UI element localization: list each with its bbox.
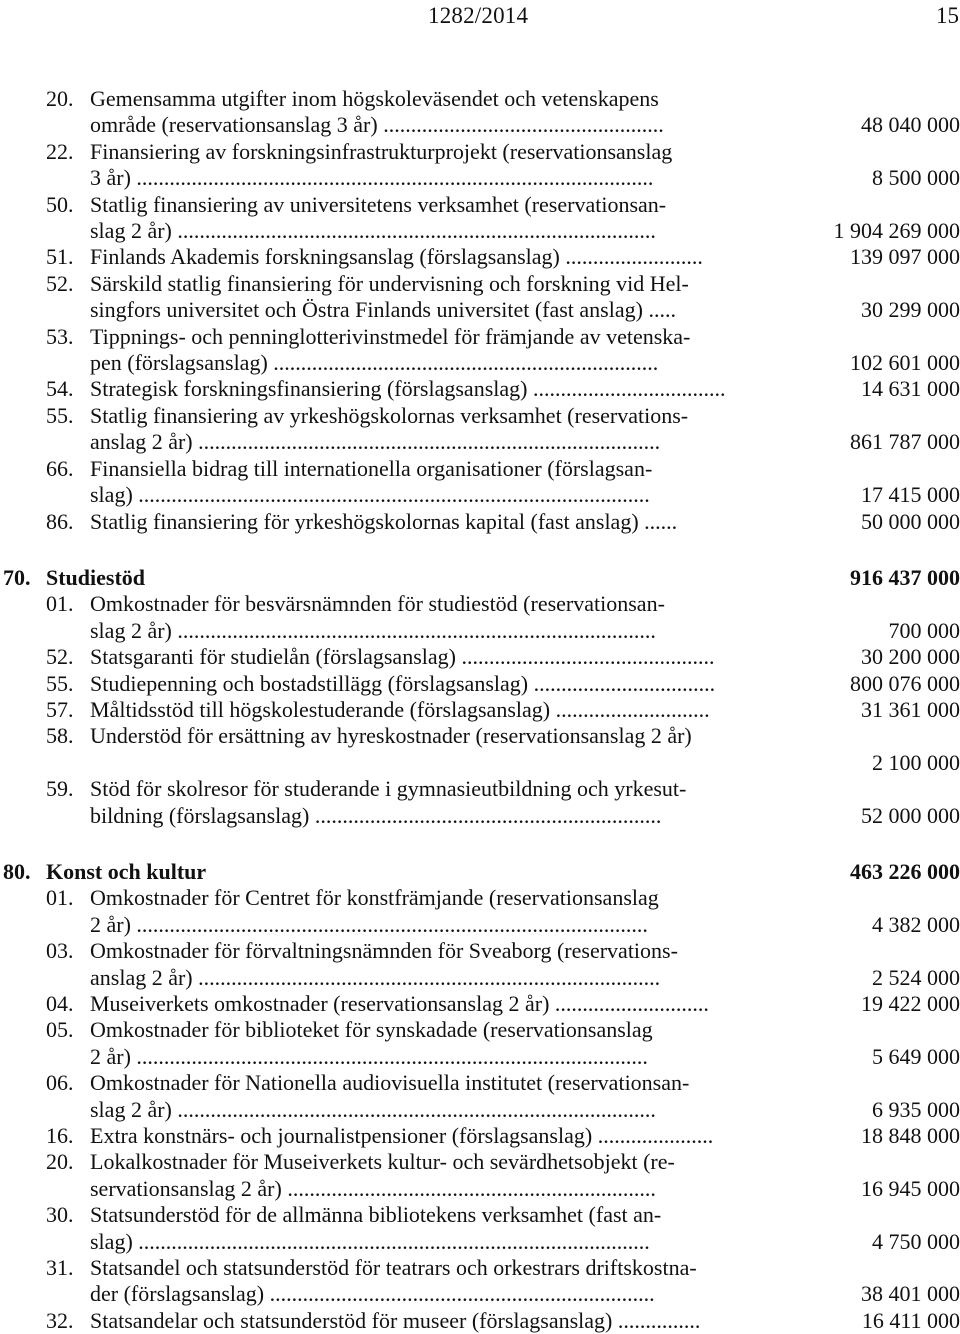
item-description-line: Extra konstnärs- och journalistpensioner (förslagsanslag) ..................... [90,1123,762,1149]
budget-item [0,1308,960,1334]
item-description-line: Finlands Akademis forskningsanslag (förslagsanslag) ......................... [90,244,762,270]
item-description-line: Statlig finansiering av universitetens verksamhet (reservationsan- [90,192,762,218]
item-number: 50. [46,192,74,218]
item-description [90,885,762,938]
item-description-line: 2 år) ............................................................................................. [90,1044,762,1070]
item-description [90,697,762,723]
item-description-line: Finansiering av forskningsinfrastrukturprojekt (reservationsanslag [90,139,762,165]
item-number: 53. [46,324,74,350]
item-description-line: Statsunderstöd för de allmänna bibliotekens verksamhet (fast an- [90,1202,762,1228]
item-number: 22. [46,139,74,165]
item-description-line: Omkostnader för besvärsnämnden för studiestöd (reservationsan- [90,591,762,617]
item-number: 01. [46,885,74,911]
section-title: Konst och kultur [46,859,960,885]
item-description-line: slag 2 år) ....................................................................................... [90,1097,762,1123]
item-number: 58. [46,723,74,749]
item-number: 04. [46,991,74,1017]
item-description [90,1308,762,1334]
item-description-line: slag) ............................................................................................. [90,1229,762,1255]
item-amount: 1 904 269 000 [834,218,960,244]
item-description [90,509,762,535]
item-amount: 16 411 000 [862,1308,960,1334]
item-number: 32. [46,1308,74,1334]
budget-item [0,991,960,1017]
item-description [90,723,762,776]
item-description [90,671,762,697]
item-description [90,644,762,670]
budget-item [0,244,960,270]
budget-item [0,509,960,535]
item-number: 20. [46,1149,74,1175]
item-description [90,1123,762,1149]
budget-item [0,938,960,991]
budget-item [0,885,960,938]
item-description [90,1070,762,1123]
item-amount: 50 000 000 [861,509,960,535]
item-amount: 16 945 000 [861,1176,960,1202]
budget-item [0,776,960,829]
item-description-line: servationsanslag 2 år) ................................................................... [90,1176,762,1202]
section-amount: 916 437 000 [850,565,960,591]
item-number: 06. [46,1070,74,1096]
item-amount: 18 848 000 [861,1123,960,1149]
page-number: 15 [936,3,959,29]
item-description-line: område (reservationsanslag 3 år) ................................................... [90,112,762,138]
item-amount: 14 631 000 [861,376,960,402]
item-description-line: pen (förslagsanslag) ...................................................................... [90,350,762,376]
item-description-line: Måltidsstöd till högskolestuderande (förslagsanslag) ............................ [90,697,762,723]
section-number: 70. [3,565,31,591]
budget-item [0,192,960,245]
budget-item [0,1123,960,1149]
item-amount: 2 100 000 [872,750,960,776]
item-description-line: Stöd för skolresor för studerande i gymnasieutbildning och yrkesut- [90,776,762,802]
item-amount: 17 415 000 [861,482,960,508]
item-description [90,1202,762,1255]
item-amount: 5 649 000 [872,1044,960,1070]
item-description [90,991,762,1017]
item-number: 57. [46,697,74,723]
item-description-line: slag 2 år) ....................................................................................... [90,618,762,644]
item-description-line: Understöd för ersättning av hyreskostnader (reservationsanslag 2 år) [90,723,762,749]
item-description-line: Studiepenning och bostadstillägg (förslagsanslag) ................................. [90,671,762,697]
item-description [90,86,762,139]
budget-item [0,644,960,670]
item-description [90,324,762,377]
item-number: 55. [46,671,74,697]
item-description [90,591,762,644]
item-description [90,938,762,991]
item-description-line: Museiverkets omkostnader (reservationsanslag 2 år) ............................ [90,991,762,1017]
item-amount: 19 422 000 [861,991,960,1017]
item-description-line: anslag 2 år) .................................................................................... [90,429,762,455]
section-heading [0,565,960,591]
item-number: 86. [46,509,74,535]
item-description [90,456,762,509]
item-number: 05. [46,1017,74,1043]
item-number: 20. [46,86,74,112]
budget-item [0,86,960,139]
item-description-line: Statsandel och statsunderstöd för teatrars och orkestrars driftskostna- [90,1255,762,1281]
budget-item [0,697,960,723]
budget-item [0,1017,960,1070]
item-description-line: 2 år) ............................................................................................. [90,912,762,938]
item-amount: 30 200 000 [861,644,960,670]
item-description [90,1149,762,1202]
item-amount: 4 750 000 [872,1229,960,1255]
budget-item [0,1202,960,1255]
item-description [90,139,762,192]
item-description [90,403,762,456]
item-description [90,271,762,324]
budget-item [0,1070,960,1123]
item-description-line: Strategisk forskningsfinansiering (förslagsanslag) ................................... [90,376,762,402]
item-description-line: Omkostnader för förvaltningsnämnden för Sveaborg (reservations- [90,938,762,964]
item-description-line: anslag 2 år) .................................................................................... [90,965,762,991]
item-description [90,244,762,270]
item-description-line: singfors universitet och Östra Finlands universitet (fast anslag) ..... [90,297,762,323]
item-amount: 52 000 000 [861,803,960,829]
budget-item [0,403,960,456]
item-description-line: 3 år) .............................................................................................. [90,165,762,191]
item-description-line: slag 2 år) ....................................................................................... [90,218,762,244]
item-amount: 31 361 000 [861,697,960,723]
item-description-line: Statsandelar och statsunderstöd för museer (förslagsanslag) ............... [90,1308,762,1334]
item-amount: 102 601 000 [850,350,960,376]
item-description-line: Omkostnader för Centret för konstfrämjande (reservationsanslag [90,885,762,911]
item-description [90,1017,762,1070]
item-number: 01. [46,591,74,617]
item-number: 52. [46,271,74,297]
budget-item [0,671,960,697]
budget-item [0,271,960,324]
section-amount: 463 226 000 [850,859,960,885]
item-amount: 38 401 000 [861,1281,960,1307]
page-header [0,0,960,40]
item-amount: 30 299 000 [861,297,960,323]
item-amount: 4 382 000 [872,912,960,938]
item-description-line: Lokalkostnader för Museiverkets kultur- och sevärdhetsobjekt (re- [90,1149,762,1175]
item-number: 59. [46,776,74,802]
item-number: 03. [46,938,74,964]
item-description-line: slag) ............................................................................................. [90,482,762,508]
item-amount: 48 040 000 [861,112,960,138]
section-number: 80. [3,859,31,885]
item-description-line: Särskild statlig finansiering för undervisning och forskning vid Hel- [90,271,762,297]
item-description-line: Gemensamma utgifter inom högskoleväsendet och vetenskapens [90,86,762,112]
item-number: 16. [46,1123,74,1149]
item-description-line: Statsgaranti för studielån (förslagsanslag) .............................................. [90,644,762,670]
budget-list [0,86,960,1334]
item-description [90,376,762,402]
item-amount: 2 524 000 [872,965,960,991]
item-amount: 139 097 000 [850,244,960,270]
item-amount: 6 935 000 [872,1097,960,1123]
document-number: 1282/2014 [428,3,528,29]
item-description-line: Statlig finansiering av yrkeshögskolornas verksamhet (reservations- [90,403,762,429]
item-number: 31. [46,1255,74,1281]
item-description [90,1255,762,1308]
item-number: 51. [46,244,74,270]
item-description-line [90,750,762,776]
budget-item [0,591,960,644]
item-description-line: Omkostnader för Nationella audiovisuella institutet (reservationsan- [90,1070,762,1096]
section-title: Studiestöd [46,565,960,591]
item-amount: 861 787 000 [850,429,960,455]
budget-item [0,456,960,509]
item-description-line: bildning (förslagsanslag) ............................................................... [90,803,762,829]
budget-item [0,324,960,377]
item-number: 66. [46,456,74,482]
item-description-line: Tippnings- och penninglotterivinstmedel för främjande av vetenska- [90,324,762,350]
item-number: 54. [46,376,74,402]
budget-item [0,376,960,402]
item-number: 55. [46,403,74,429]
budget-item [0,723,960,776]
budget-item [0,139,960,192]
budget-item [0,1255,960,1308]
item-description-line: Omkostnader för biblioteket för synskadade (reservationsanslag [90,1017,762,1043]
item-description [90,192,762,245]
item-amount: 800 076 000 [850,671,960,697]
budget-item [0,1149,960,1202]
item-number: 52. [46,644,74,670]
item-description-line: der (förslagsanslag) ...................................................................... [90,1281,762,1307]
item-description-line: Statlig finansiering för yrkeshögskolornas kapital (fast anslag) ...... [90,509,762,535]
item-description [90,776,762,829]
item-amount: 8 500 000 [872,165,960,191]
section-heading [0,859,960,885]
item-number: 30. [46,1202,74,1228]
item-description-line: Finansiella bidrag till internationella organisationer (förslagsan- [90,456,762,482]
item-amount: 700 000 [889,618,960,644]
